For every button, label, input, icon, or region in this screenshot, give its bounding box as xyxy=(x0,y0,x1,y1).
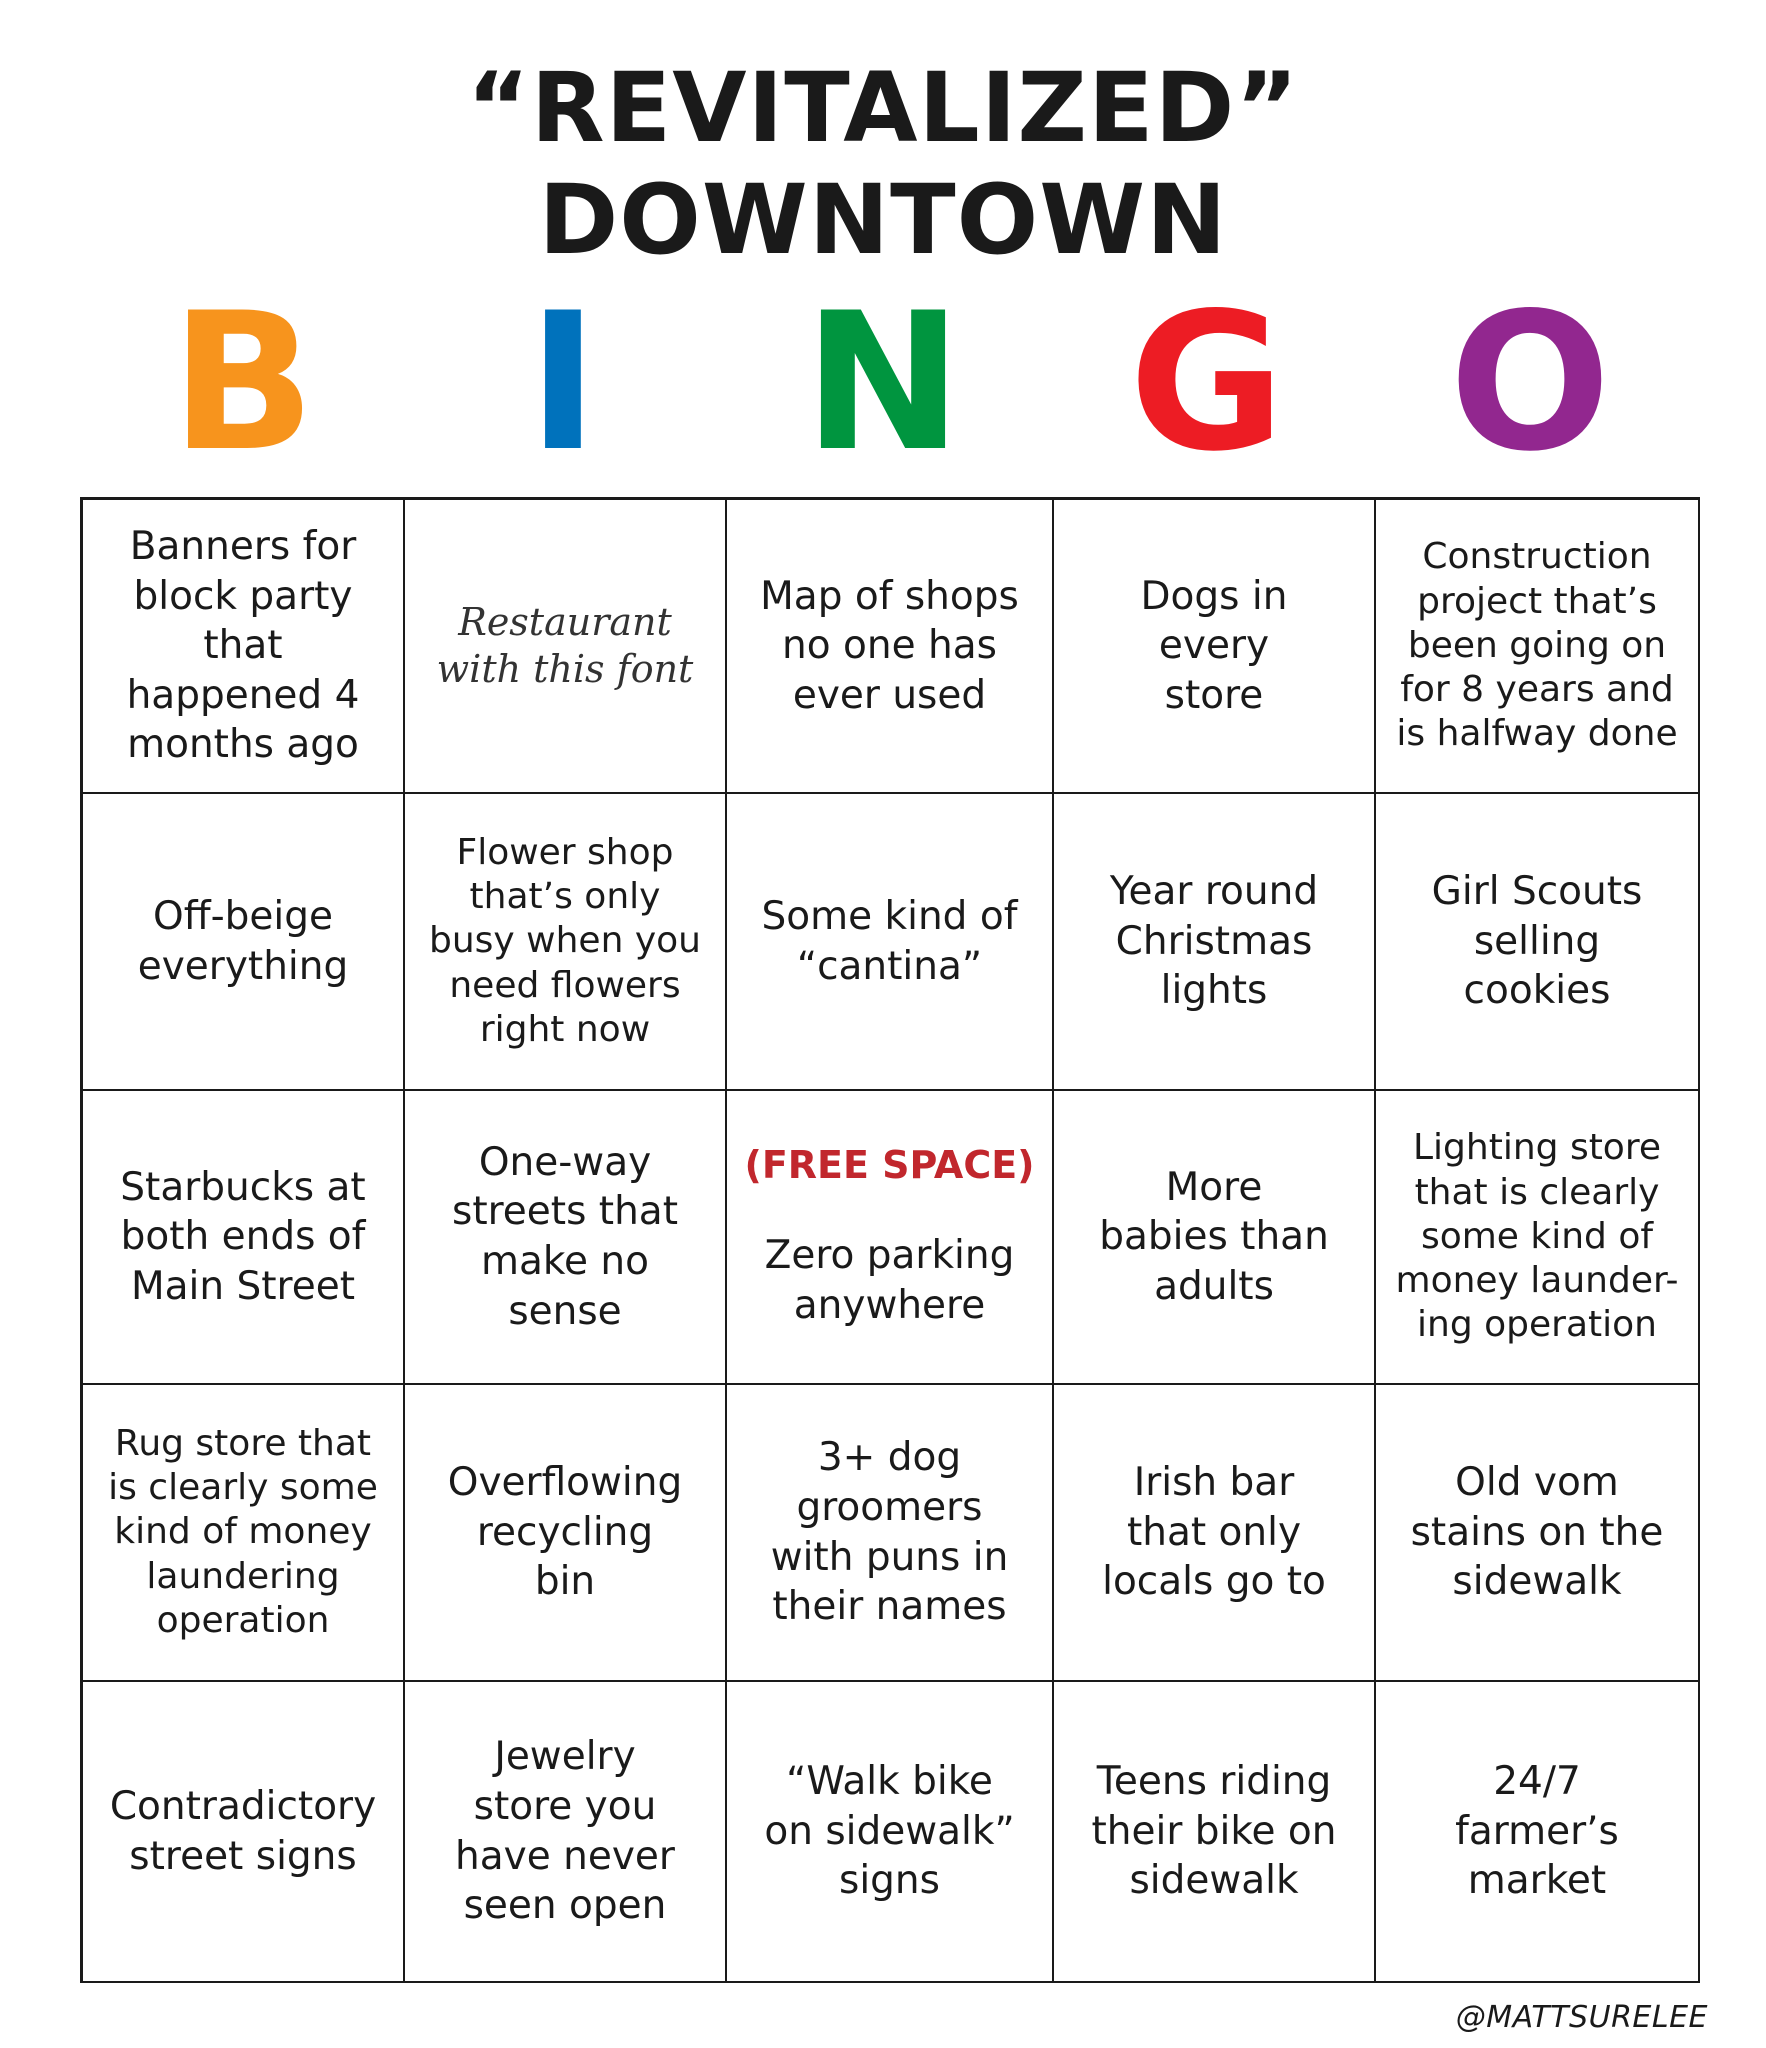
bingo-cell-i1 xyxy=(405,500,727,794)
bingo-cell-g3 xyxy=(1054,1091,1376,1385)
bingo-cell-g1 xyxy=(1054,500,1376,794)
cell-label: 3+ dog groomers with puns in their names xyxy=(770,1435,1009,1630)
bingo-letter-i: I xyxy=(527,272,599,493)
cell-label: Year round Christmas lights xyxy=(1109,869,1319,1014)
cell-label: One-way streets that make no sense xyxy=(452,1139,678,1334)
bingo-letter-g: G xyxy=(1129,272,1285,493)
cell-label: Contradictory street signs xyxy=(109,1783,377,1879)
title-line-1: “REVITALIZED” xyxy=(466,52,1300,164)
bingo-cell-n1 xyxy=(727,500,1054,794)
bingo-cell-b4 xyxy=(83,1385,405,1682)
author-credit: @MATTSURELEE xyxy=(1455,2000,1708,2035)
bingo-cell-g5 xyxy=(1054,1682,1376,1983)
cell-label: Zero parking anywhere xyxy=(764,1233,1015,1328)
bingo-cell-b1 xyxy=(83,500,405,794)
bingo-cell-b2 xyxy=(83,794,405,1091)
bingo-cell-n4 xyxy=(727,1385,1054,1682)
bingo-letter-n: N xyxy=(803,272,963,493)
bingo-cell-i4 xyxy=(405,1385,727,1682)
bingo-cell-o4 xyxy=(1376,1385,1700,1682)
cell-label: Old vom stains on the sidewalk xyxy=(1410,1460,1664,1605)
bingo-cell-g4 xyxy=(1054,1385,1376,1682)
bingo-cell-b5 xyxy=(83,1682,405,1983)
cell-label: Dogs in every store xyxy=(1140,573,1288,718)
cell-label: Restaurant with this font xyxy=(436,599,694,691)
bingo-letter-o: O xyxy=(1449,272,1611,493)
cell-label: “Walk bike on sidewalk” signs xyxy=(764,1759,1015,1904)
cell-label: Off-beige everything xyxy=(137,893,349,989)
bingo-cell-o2 xyxy=(1376,794,1700,1091)
bingo-cell-free xyxy=(727,1091,1054,1385)
cell-label: Map of shops no one has ever used xyxy=(760,573,1019,718)
bingo-card xyxy=(80,497,1700,1983)
bingo-cell-o1 xyxy=(1376,500,1700,794)
cell-label: Lighting store that is clearly some kind of money launder- ing operation xyxy=(1395,1127,1679,1346)
cell-label: Banners for block party that happened 4 months ago xyxy=(126,524,360,768)
cell-label: Teens riding their bike on sidewalk xyxy=(1091,1759,1337,1904)
bingo-cell-o5 xyxy=(1376,1682,1700,1983)
cell-label: 24/7 farmer’s market xyxy=(1455,1759,1619,1904)
bingo-cell-o3 xyxy=(1376,1091,1700,1385)
bingo-letter-b: B xyxy=(170,272,316,493)
bingo-cell-n2 xyxy=(727,794,1054,1091)
free-space-label: (FREE SPACE) xyxy=(744,1143,1035,1188)
bingo-cell-n5 xyxy=(727,1682,1054,1983)
bingo-cell-g2 xyxy=(1054,794,1376,1091)
cell-label: Girl Scouts selling cookies xyxy=(1431,869,1643,1014)
bingo-cell-b3 xyxy=(83,1091,405,1385)
cell-label: Some kind of “cantina” xyxy=(761,893,1018,989)
cell-label: More babies than adults xyxy=(1099,1164,1329,1309)
cell-label: Flower shop that’s only busy when you need flowers right now xyxy=(429,831,701,1050)
bingo-cell-i3 xyxy=(405,1091,727,1385)
bingo-cell-i2 xyxy=(405,794,727,1091)
cell-label: Irish bar that only locals go to xyxy=(1102,1460,1326,1605)
cell-label: Jewelry store you have never seen open xyxy=(455,1734,675,1929)
cell-label: Overflowing recycling bin xyxy=(447,1460,683,1605)
title-line-2: DOWNTOWN xyxy=(538,164,1228,276)
cell-label: Rug store that is clearly some kind of money laundering operation xyxy=(108,1422,378,1641)
bingo-cell-i5 xyxy=(405,1682,727,1983)
cell-label: Construction project that’s been going on for 8 years and is halfway done xyxy=(1396,536,1678,755)
cell-label: Starbucks at both ends of Main Street xyxy=(120,1164,366,1309)
